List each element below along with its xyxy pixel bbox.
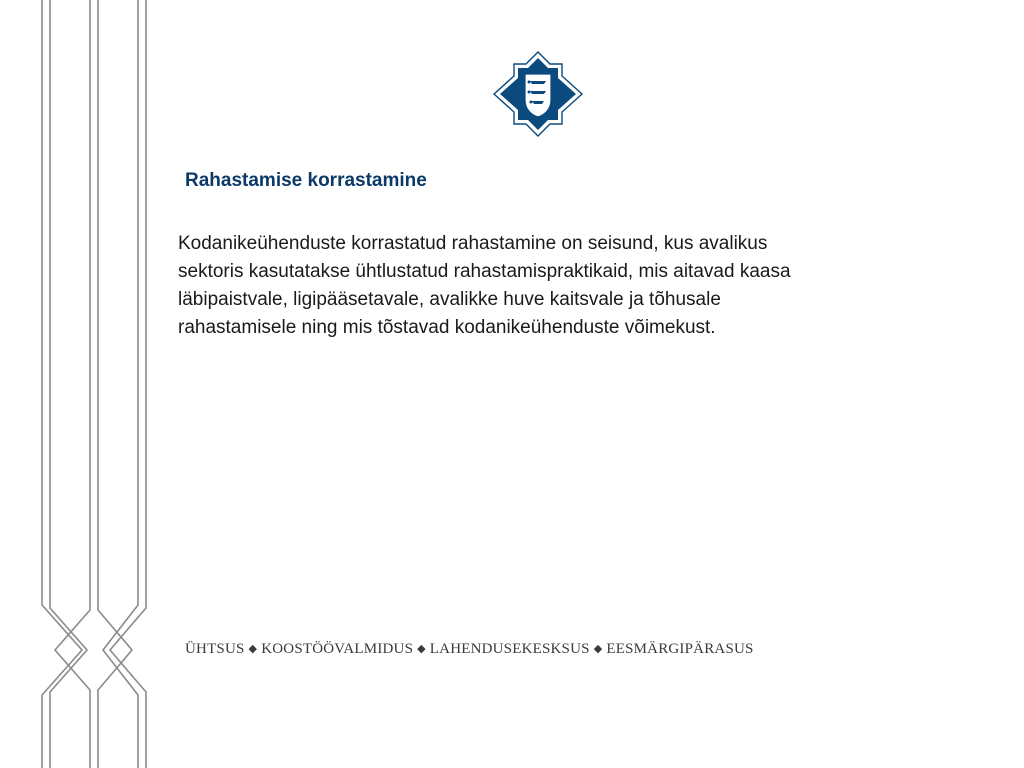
footer-values-motto xyxy=(185,641,754,658)
footer-value: EESMÄRGIPÄRASUS xyxy=(606,641,754,657)
slide-body-text xyxy=(178,230,938,342)
footer-value: LAHENDUSEKESKSUS xyxy=(429,641,590,657)
body-line: sektoris kasutatakse ühtlustatud rahastamispraktikaid, mis aitavad kaasa xyxy=(178,261,791,282)
coat-of-arms-icon xyxy=(492,50,584,138)
footer-value: KOOSTÖÖVALMIDUS xyxy=(261,641,414,657)
diamond-separator-icon: ◆ xyxy=(593,643,603,655)
diamond-separator-icon: ◆ xyxy=(248,643,258,655)
body-line: rahastamisele ning mis tõstavad kodanikeühenduste võimekust. xyxy=(178,317,716,338)
body-line: Kodanikeühenduste korrastatud rahastamine on seisund, kus avalikus xyxy=(178,233,768,254)
diamond-separator-icon: ◆ xyxy=(417,643,426,655)
body-line: läbipaistvale, ligipääsetavale, avalikke huve kaitsvale ja tõhusale xyxy=(178,289,721,310)
side-line-ornament xyxy=(0,0,160,768)
slide-title: Rahastamise korrastamine xyxy=(185,170,427,191)
footer-value: ÜHTSUS xyxy=(185,641,245,657)
